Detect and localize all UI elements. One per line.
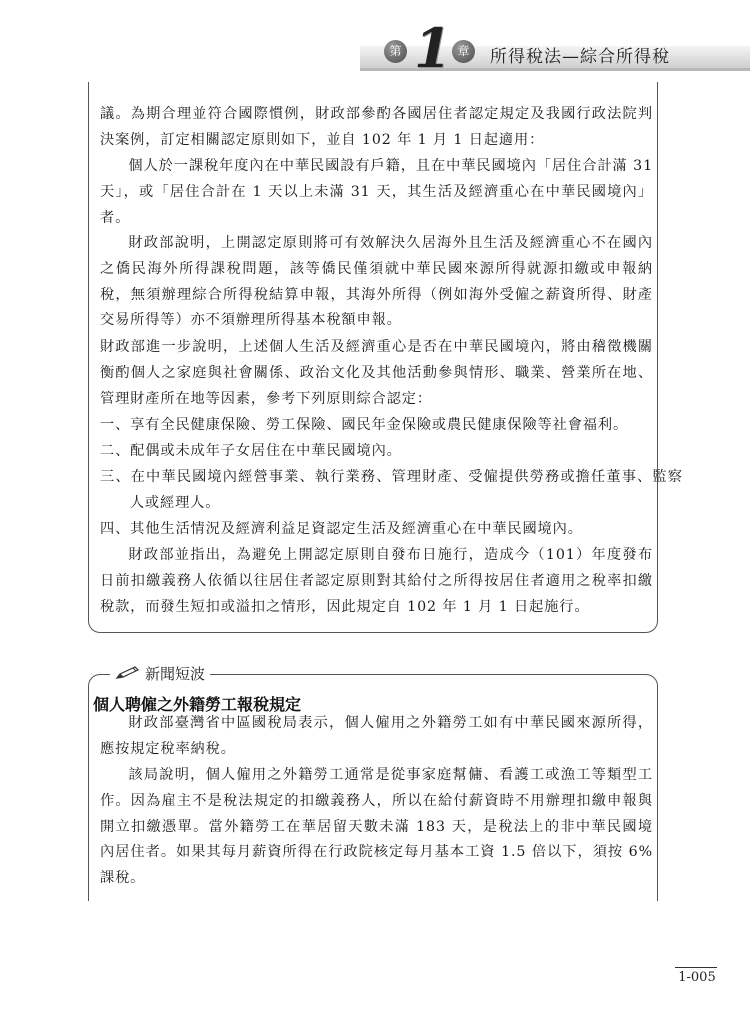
- chapter-header: [0, 0, 750, 92]
- chapter-number: 1: [414, 16, 452, 80]
- paragraph-further-explanation: 財政部進一步說明，上述個人生活及經濟重心是否在中華民國境內，將由稽徵機關衡酌個人之家庭與社會關係、政治文化及其他活動參與情形、職業、營業所在地、管理財產所在地等因素，參考下列原則綜合認定：: [100, 339, 653, 407]
- news-label-text: 新聞短波: [145, 665, 206, 683]
- paragraph-ministry-explanation: 財政部說明，上開認定原則將可有效解決久居海外且生活及經濟重心不在國內之僑民海外所得課稅問題，該等僑民僅須就中華民國來源所得就源扣繳或申報納稅，無須辦理綜合所得稅結算申報，其海外所得（例如海外受僱之薪資所得、財產交易所得等）亦不須辦理所得基本稅額申報。: [100, 235, 653, 329]
- chapter-suffix-badge: 章: [452, 40, 475, 63]
- pencil-icon: [115, 663, 141, 687]
- news-title: 個人聘僱之外籍勞工報稅規定: [93, 695, 302, 714]
- page-number: 1-005: [678, 970, 716, 985]
- chapter-prefix-badge: 第: [384, 40, 407, 63]
- paragraph-continuation: 議。為期合理並符合國際慣例，財政部參酌各國居住者認定規定及我國行政法院判決案例，訂定相關認定原則如下，並自 102 年 1 月 1 日起適用：: [100, 106, 653, 148]
- list-item-2: 二、配偶或未成年子女居住在中華民國境內。: [100, 443, 402, 459]
- news-paragraph-1: 財政部臺灣省中區國稅局表示，個人僱用之外籍勞工如有中華民國來源所得，應按規定稅率納稅。: [100, 715, 653, 757]
- page-number-rule: [675, 967, 717, 968]
- paragraph-effective-date: 財政部並指出，為避免上開認定原則自發布日施行，造成今（101）年度發布日前扣繳義務人依循以往居住者認定原則對其給付之所得按居住者適用之稅率扣繳稅款，而發生短扣或溢扣之情形，因此規定自 102 年 1 月 1 日起施行。: [100, 547, 653, 615]
- list-item-3: 三、在中華民國境內經營事業、執行業務、管理財產、受僱提供勞務或擔任董事、監察人或經理人。: [100, 469, 683, 511]
- list-item-4: 四、其他生活情況及經濟利益足資認定生活及經濟重心在中華民國境內。: [100, 521, 583, 537]
- chapter-title: 所得稅法—綜合所得稅: [490, 47, 670, 67]
- news-paragraph-2: 該局說明，個人僱用之外籍勞工通常是從事家庭幫傭、看護工或漁工等類型工作。因為雇主不是稅法規定的扣繳義務人，所以在給付薪資時不用辦理扣繳申報與開立扣繳憑單。當外籍勞工在華居留天數未滿 183 天，是稅法上的非中華民國境內居住者。如果其每月薪資所得在行政院核定每月基本工資 1.5 倍以下，須按 6%課稅。: [100, 767, 653, 887]
- list-item-1: 一、享有全民健康保險、勞工保險、國民年金保險或農民健康保險等社會福利。: [100, 417, 629, 433]
- paragraph-residency-rule: 個人於一課稅年度內在中華民國設有戶籍，且在中華民國境內「居住合計滿 31 天」，或「居住合計在 1 天以上未滿 31 天，其生活及經濟重心在中華民國境內」者。: [100, 158, 653, 226]
- news-label: [110, 662, 210, 686]
